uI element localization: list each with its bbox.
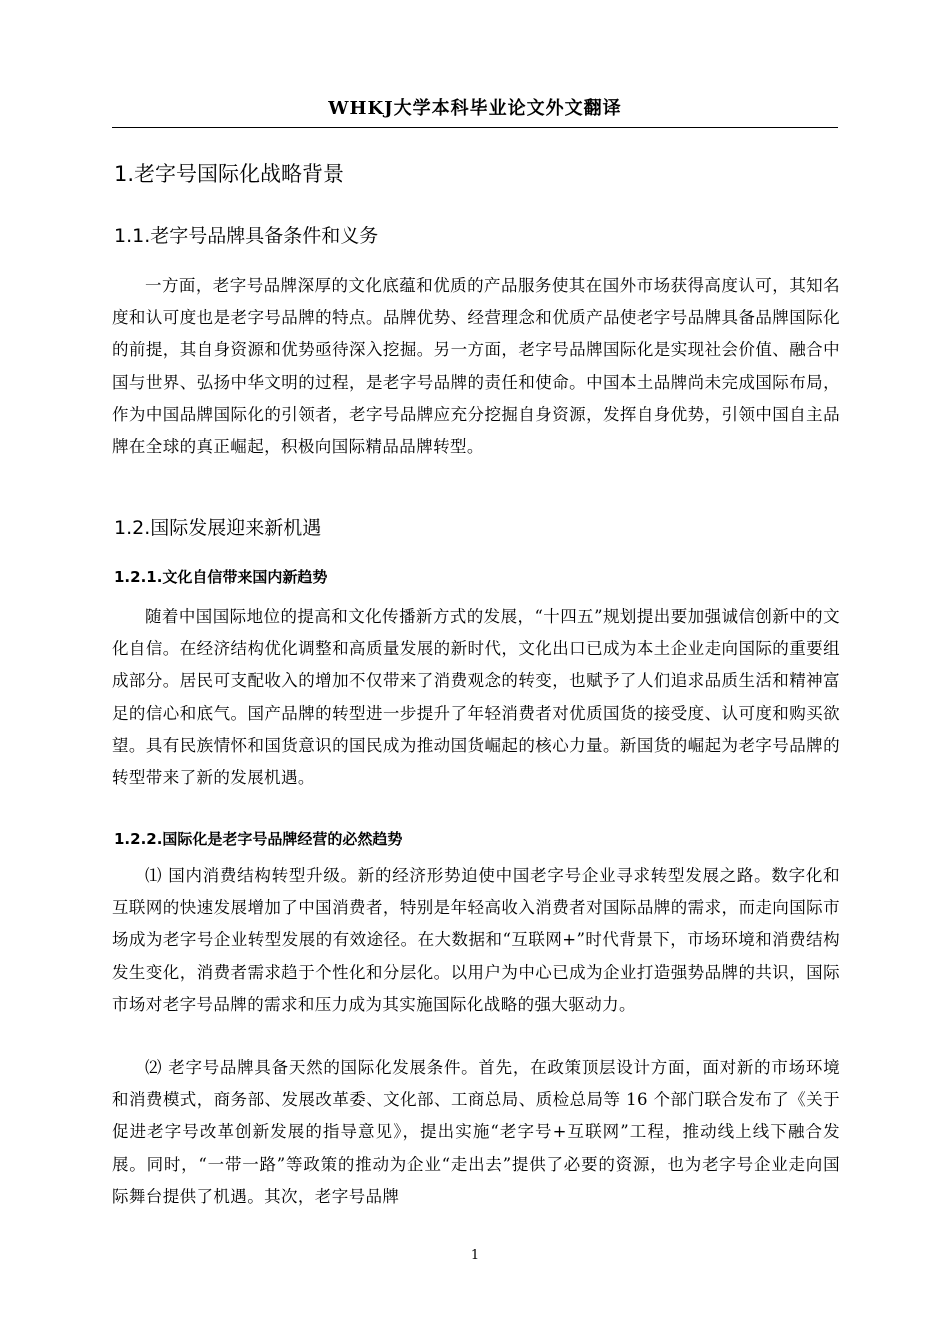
- paragraph-1-2-2-item-2: ⑵ 老字号品牌具备天然的国际化发展条件。首先，在政策顶层设计方面，面对新的市场环境和消费模式，商务部、发展改革委、文化部、工商总局、质检总局等 16 个部门联合发布了《关于促进老字号改革创新发展的指导意见》，提出实施“老字号+互联网”工程，推动线上线下融合发展。同时，“一带一路”等政策的推动为企业“走出去”提供了必要的资源，也为老字号企业走向国际舞台提供了机遇。其次，老字号品牌: [112, 1058, 840, 1206]
- section-heading-1-2-2: 1.2.2.国际化是老字号品牌经营的必然趋势: [114, 830, 403, 848]
- paragraph-1-2-2-item-1: ⑴ 国内消费结构转型升级。新的经济形势迫使中国老字号企业寻求转型发展之路。数字化和互联网的快速发展增加了中国消费者，特别是年轻高收入消费者对国际品牌的需求，而走向国际市场成为老字号企业转型发展的有效途径。在大数据和“互联网+”时代背景下，市场环境和消费结构发生变化，消费者需求趋于个性化和分层化。以用户为中心已成为企业打造强势品牌的共识，国际市场对老字号品牌的需求和压力成为其实施国际化战略的强大驱动力。: [112, 866, 840, 1014]
- paragraph-1-1: 一方面，老字号品牌深厚的文化底蕴和优质的产品服务使其在国外市场获得高度认可，其知名度和认可度也是老字号品牌的特点。品牌优势、经营理念和优质产品使老字号品牌具备品牌国际化的前提，其自身资源和优势亟待深入挖掘。另一方面，老字号品牌国际化是实现社会价值、融合中国与世界、弘扬中华文明的过程，是老字号品牌的责任和使命。中国本土品牌尚未完成国际布局，作为中国品牌国际化的引领者，老字号品牌应充分挖掘自身资源，发挥自身优势，引领中国自主品牌在全球的真正崛起，积极向国际精品品牌转型。: [112, 276, 840, 457]
- running-header: WHKJ大学本科毕业论文外文翻译: [328, 98, 622, 119]
- section-heading-1-1: 1.1.老字号品牌具备条件和义务: [114, 225, 379, 247]
- header-rule: [112, 127, 838, 128]
- paragraph-1-2-1: 随着中国国际地位的提高和文化传播新方式的发展，“十四五”规划提出要加强诚信创新中的文化自信。在经济结构优化调整和高质量发展的新时代，文化出口已成为本土企业走向国际的重要组成部分。居民可支配收入的增加不仅带来了消费观念的转变，也赋予了人们追求品质生活和精神富足的信心和底气。国产品牌的转型进一步提升了年轻消费者对优质国货的接受度、认可度和购买欲望。具有民族情怀和国货意识的国民成为推动国货崛起的核心力量。新国货的崛起为老字号品牌的转型带来了新的发展机遇。: [112, 607, 840, 788]
- section-heading-1-2-1: 1.2.1.文化自信带来国内新趋势: [114, 568, 328, 586]
- section-heading-1-2: 1.2.国际发展迎来新机遇: [114, 517, 322, 539]
- page-number: 1: [470, 1248, 480, 1263]
- section-heading-1: 1.老字号国际化战略背景: [114, 162, 345, 186]
